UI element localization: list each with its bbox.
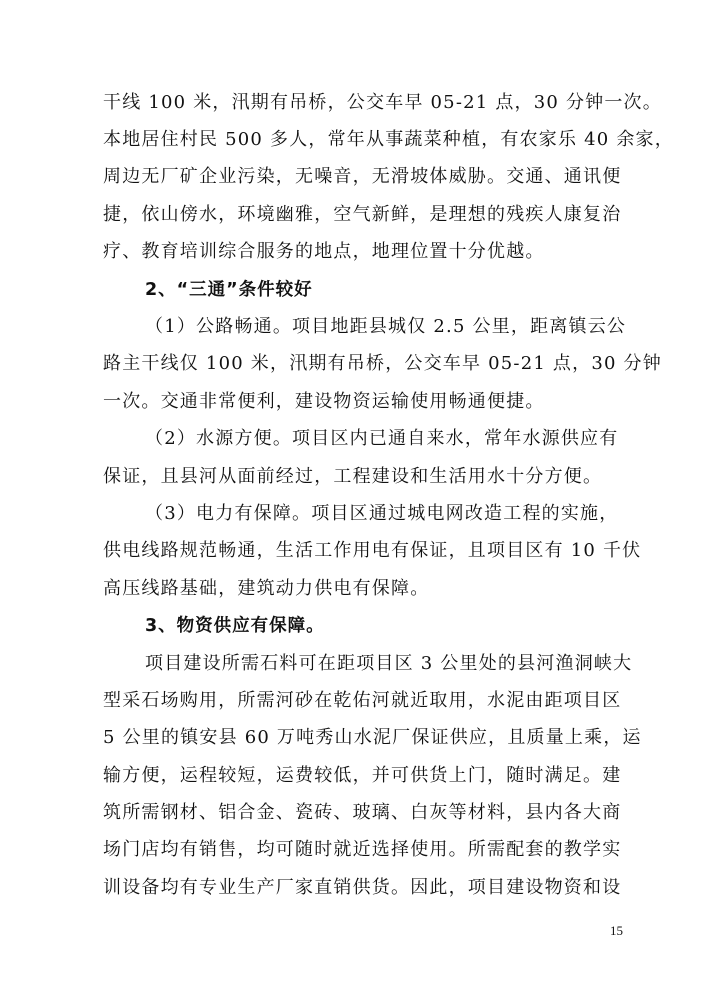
section-heading: 3、物资供应有保障。 bbox=[145, 616, 325, 636]
text-line: 捷，依山傍水，环境幽雅，空气新鲜，是理想的残疾人康复治 bbox=[103, 204, 622, 225]
text-line: 输方便，运程较短，运费较低，并可供货上门，随时满足。建 bbox=[103, 765, 622, 786]
text-line: 疗、教育培训综合服务的地点，地理位置十分优越。 bbox=[103, 241, 545, 262]
text-line: 供电线路规范畅通，生活工作用电有保证，且项目区有 10 千伏 bbox=[103, 540, 642, 561]
text-line: 干线 100 米，汛期有吊桥，公交车早 05-21 点，30 分钟一次。 bbox=[103, 92, 662, 113]
text-line: （1）公路畅通。项目地距县城仅 2.5 公里，距离镇云公 bbox=[145, 316, 627, 337]
text-line: （2）水源方便。项目区内已通自来水，常年水源供应有 bbox=[145, 428, 619, 449]
text-line: 项目建设所需石料可在距项目区 3 公里处的县河渔洞峡大 bbox=[145, 653, 633, 674]
text-line: 5 公里的镇安县 60 万吨秀山水泥厂保证供应，且质量上乘，运 bbox=[103, 727, 642, 748]
text-line: 筑所需钢材、铝合金、瓷砖、玻璃、白灰等材料，县内各大商 bbox=[103, 802, 622, 823]
text-line: 路主干线仅 100 米，汛期有吊桥，公交车早 05-21 点，30 分钟 bbox=[103, 353, 662, 374]
page-number: 15 bbox=[610, 923, 623, 938]
text-line: 一次。交通非常便利，建设物资运输使用畅通便捷。 bbox=[103, 391, 545, 412]
text-line: 训设备均有专业生产厂家直销供货。因此，项目建设物资和设 bbox=[103, 877, 622, 898]
text-line: （3）电力有保障。项目区通过城电网改造工程的实施， bbox=[145, 503, 619, 524]
text-line: 高压线路基础，建筑动力供电有保障。 bbox=[103, 578, 430, 599]
text-line: 周边无厂矿企业污染，无噪音，无滑坡体威胁。交通、通讯便 bbox=[103, 166, 622, 187]
text-line: 型采石场购用，所需河砂在乾佑河就近取用，水泥由距项目区 bbox=[103, 690, 622, 711]
text-line: 本地居住村民 500 多人，常年从事蔬菜种植，有农家乐 40 余家， bbox=[103, 129, 674, 150]
text-line: 场门店均有销售，均可随时就近选择使用。所需配套的教学实 bbox=[103, 839, 622, 860]
section-heading: 2、“三通”条件较好 bbox=[145, 280, 313, 300]
text-line: 保证，且县河从面前经过，工程建设和生活用水十分方便。 bbox=[103, 466, 603, 487]
